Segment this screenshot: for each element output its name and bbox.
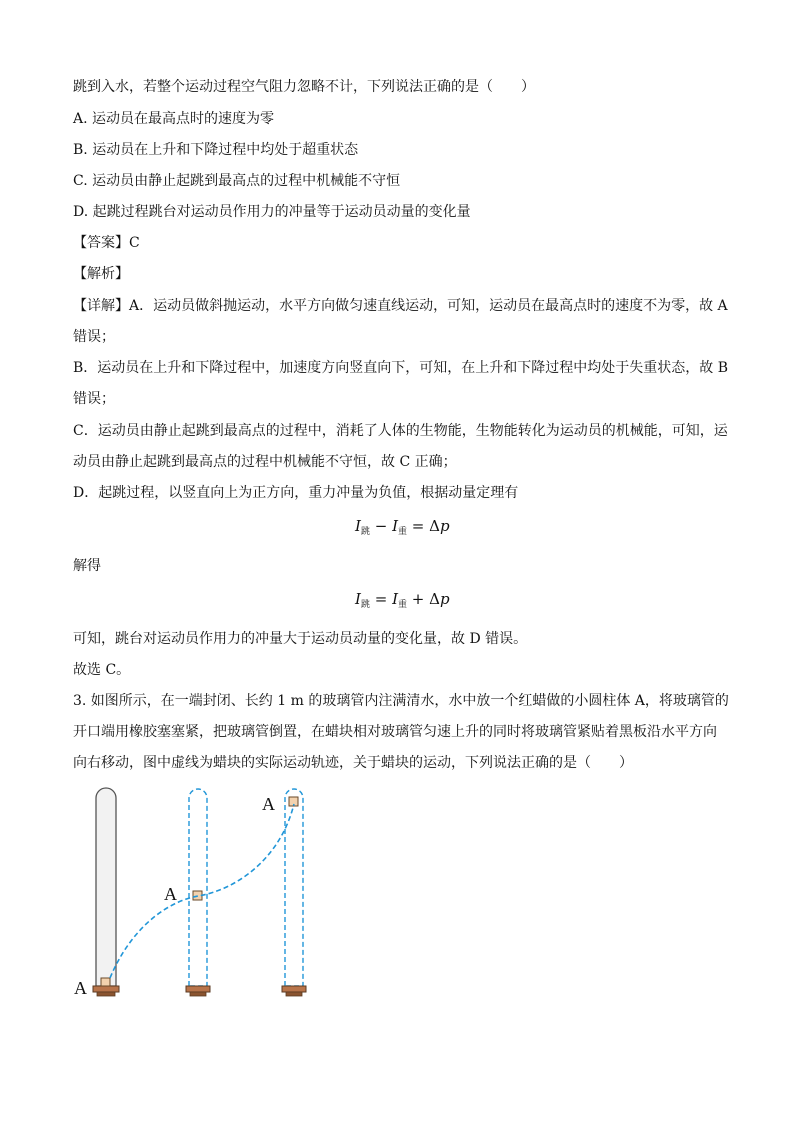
- stopper-1: [93, 986, 119, 992]
- tube-dashed-middle: [186, 789, 210, 996]
- stopper-2: [186, 986, 210, 992]
- label-a-middle: A: [164, 884, 177, 904]
- formula2-subscript-1: 跳: [360, 600, 370, 610]
- detail-c-line1: C．运动员由静止起跳到最高点的过程中，消耗了人体的生物能，生物能转化为运动员的机械能，可知，运: [73, 423, 728, 439]
- formula1-operator-2: = Δ: [407, 517, 440, 535]
- glass-tube-figure: [70, 780, 330, 1010]
- formula1-subscript-2: 重: [398, 527, 408, 537]
- formula1-symbol-i-2: I: [392, 517, 398, 535]
- detail-b-line2: 错误；: [73, 391, 115, 407]
- formula1-subscript-1: 跳: [360, 527, 370, 537]
- question3-line2: 开口端用橡胶塞塞紧，把玻璃管倒置，在蜡块相对玻璃管匀速上升的同时将玻璃管紧贴着黑板沿水平方向: [73, 724, 717, 740]
- answer-line: 【答案】C: [73, 235, 140, 251]
- label-a-top: A: [262, 794, 275, 814]
- detail-c-line2: 动员由静止起跳到最高点的过程中机械能不守恒，故 C 正确；: [73, 454, 457, 470]
- question3-line1: 3. 如图所示，在一端封闭、长约 1 m 的玻璃管内注满清水，水中放一个红蜡做的小圆柱体 A，将玻璃管的: [73, 693, 729, 709]
- formula2-symbol-p: p: [439, 590, 450, 608]
- formula2-operator-1: =: [369, 590, 393, 608]
- detail-a-line2: 错误；: [73, 329, 115, 345]
- solve-label: 解得: [73, 558, 101, 574]
- formula2-symbol-i: I: [355, 590, 361, 608]
- formula1-symbol-i: I: [355, 517, 361, 535]
- formula-solved: [355, 590, 450, 610]
- tube-solid: [93, 788, 119, 996]
- option-c: C. 运动员由静止起跳到最高点的过程中机械能不守恒: [73, 173, 401, 189]
- question3-line3: 向右移动，图中虚线为蜡块的实际运动轨迹，关于蜡块的运动，下列说法正确的是（ ）: [73, 755, 633, 771]
- formula2-subscript-2: 重: [398, 600, 408, 610]
- question-stem-end: 跳到入水，若整个运动过程空气阻力忽略不计，下列说法正确的是（ ）: [73, 79, 535, 95]
- formula1-operator-1: −: [369, 517, 393, 535]
- conclusion-line: 可知，跳台对运动员作用力的冲量大于运动员动量的变化量，故 D 错误。: [73, 631, 528, 647]
- detail-b-line1: B．运动员在上升和下降过程中，加速度方向竖直向下，可知，在上升和下降过程中均处于失重状态，故 B: [73, 360, 729, 376]
- detail-a-line1: 【详解】A．运动员做斜抛运动，水平方向做匀速直线运动，可知，运动员在最高点时的速度不为零，故 A: [73, 298, 728, 314]
- stopper-3: [282, 986, 306, 992]
- choice-line: 故选 C。: [73, 662, 131, 678]
- option-a: A. 运动员在最高点时的速度为零: [73, 111, 275, 127]
- option-b: B. 运动员在上升和下降过程中均处于超重状态: [73, 142, 359, 158]
- detail-d-line1: D．起跳过程，以竖直向上为正方向，重力冲量为负值，根据动量定理有: [73, 485, 519, 501]
- label-a-bottom: A: [74, 978, 87, 998]
- wax-block-1: [101, 978, 110, 986]
- formula2-symbol-i-2: I: [392, 590, 398, 608]
- formula2-operator-2: + Δ: [407, 590, 440, 608]
- formula1-symbol-p: p: [439, 517, 450, 535]
- formula-momentum-theorem: [355, 517, 450, 537]
- analysis-heading: 【解析】: [73, 266, 129, 282]
- tube-dashed-right: [282, 789, 306, 996]
- option-d: D. 起跳过程跳台对运动员作用力的冲量等于运动员动量的变化量: [73, 204, 471, 220]
